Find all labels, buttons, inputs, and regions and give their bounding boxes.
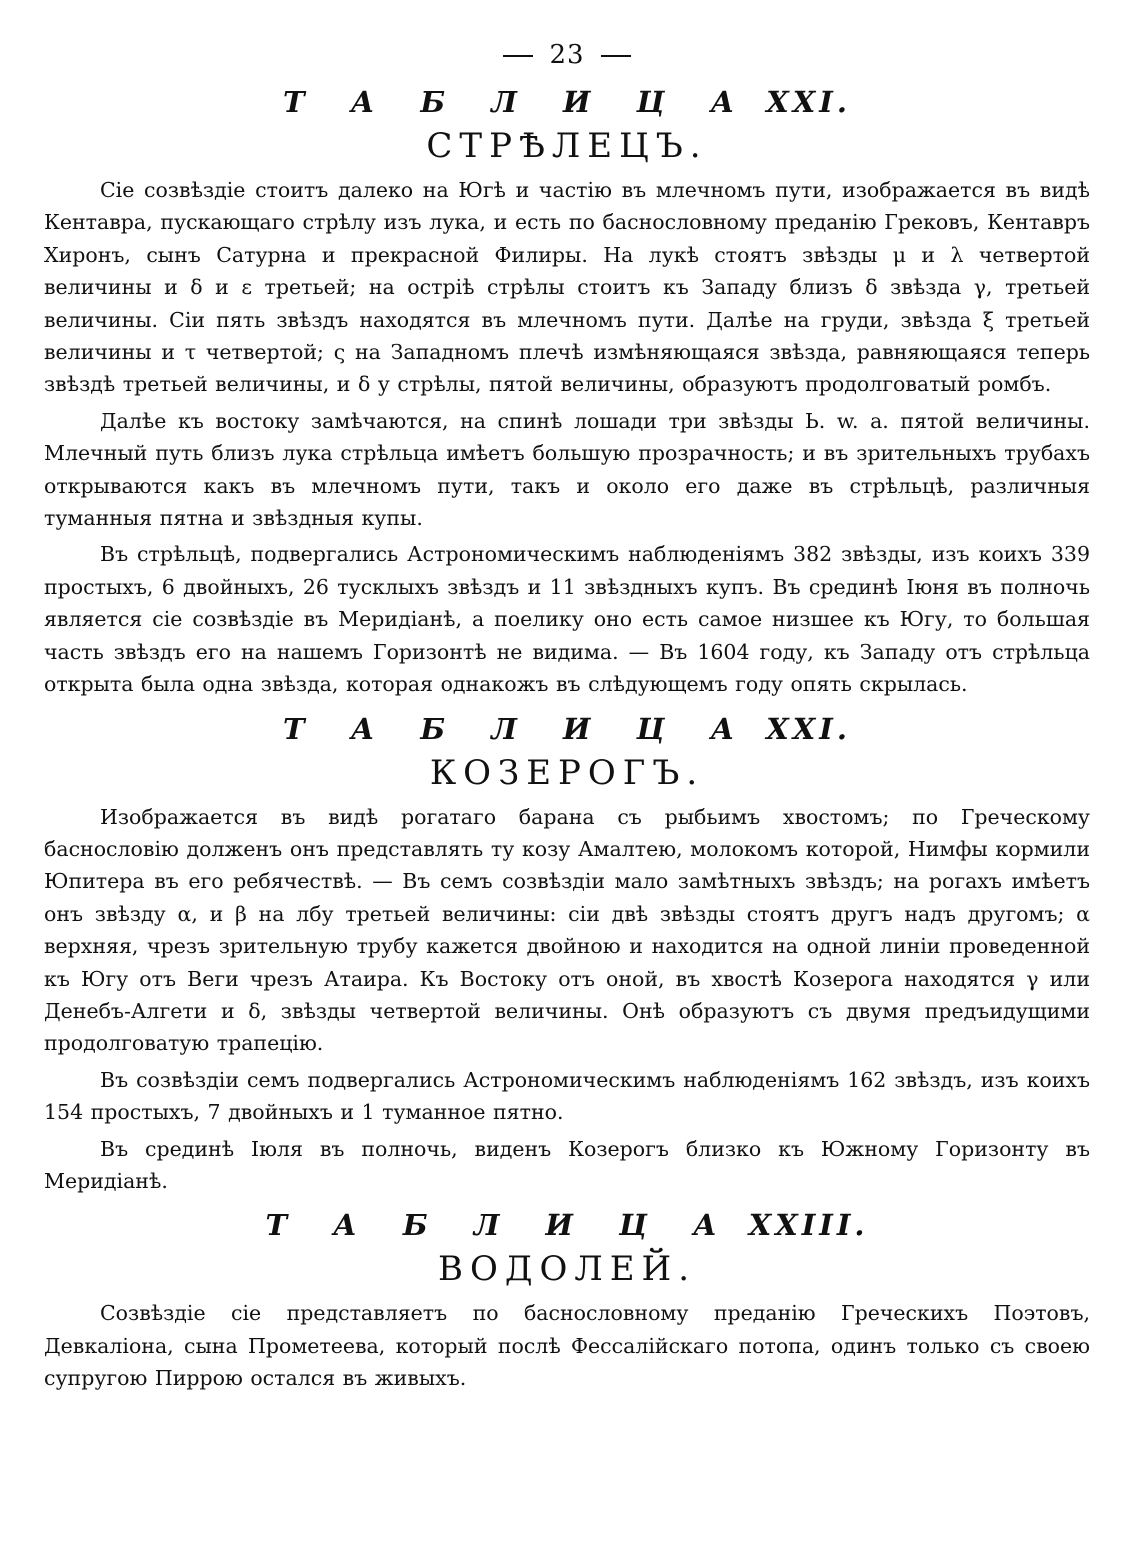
table-heading: [44, 1205, 1090, 1245]
table-heading: [44, 709, 1090, 749]
paragraph: Въ срединѣ Іюля въ полночь, виденъ Козерогъ близко къ Южному Горизонту въ Меридіанѣ.: [44, 1136, 1090, 1193]
section-title: КОЗЕРОГЪ.: [429, 752, 705, 793]
table-heading-number: XXI.: [766, 711, 851, 746]
section-title: СТРѢЛЕЦЪ.: [426, 126, 708, 166]
page-number: 23: [549, 40, 585, 70]
table-heading-number: XXI.: [766, 85, 851, 119]
section-vodoley: [44, 1205, 1090, 1394]
section-streletz: [44, 82, 1090, 701]
page-number-dash-left: [503, 55, 533, 57]
section-title: ВОДОЛЕЙ.: [437, 1249, 697, 1290]
paragraph: Далѣе къ востоку замѣчаются, на спинѣ лошади три звѣзды Ь. w. a. пятой величины. Млечный путь близъ лука стрѣльца имѣетъ большую прозрачность; и въ зрительныхъ трубахъ открываются какъ въ млечномъ пути, такъ и около его даже въ стрѣльцѣ, различныя туманныя пятна и звѣздныя купы.: [44, 408, 1090, 531]
paragraph: Въ стрѣльцѣ, подвергались Астрономическимъ наблюденіямъ 382 звѣзды, изъ коихъ 339 простыхъ, 6 двойныхъ, 26 тусклыхъ звѣздъ и 11 звѣздныхъ купъ. Въ срединѣ Іюня въ полночь является сіе созвѣздіе въ Меридіанѣ, а поелику оно есть самое низшее къ Югу, то большая часть звѣздъ его на нашемъ Горизонтѣ не видима. — Въ 1604 году, къ Западу отъ стрѣльца открыта была одна звѣзда, которая однакожъ въ слѣдующемъ году опять скрылась.: [44, 542, 1090, 697]
document-page: [44, 38, 1090, 1399]
table-heading-word: Т А Б Л И Ц А: [283, 711, 753, 746]
table-heading: [44, 82, 1090, 122]
page-number-line: [44, 38, 1090, 74]
paragraph: Сіе созвѣздіе стоитъ далеко на Югѣ и частію въ млечномъ пути, изображается въ видѣ Кентавра, пускающаго стрѣлу изъ лука, и есть по баснословному преданію Грековъ, Кентавръ Хиронъ, сынъ Сатурна и прекрасной Филиры. На лукѣ стоятъ звѣзды μ и λ четвертой величины и δ и ε третьей; на острiѣ стрѣлы стоитъ къ Западу близъ δ звѣзда γ, третьей величины. Сіи пять звѣздъ находятся въ млечномъ пути. Далѣе на груди, звѣзда ξ третьей величины и τ четвертой; ς на Западномъ плечѣ измѣняющаяся звѣзда, равняющаяся теперь звѣздѣ третьей величины, и δ у стрѣлы, пятой величины, образуютъ продолговатый ромбъ.: [44, 178, 1090, 397]
table-heading-number: XXIII.: [748, 1208, 869, 1243]
paragraph: Созвѣздіе сіе представляетъ по баснословному преданію Греческихъ Поэтовъ, Девкаліона, сына Прометеева, который послѣ Фессалійскаго потопа, одинъ только съ своею супругою Пиррою остался въ живыхъ.: [44, 1301, 1090, 1391]
table-heading-word: Т А Б Л И Ц А: [265, 1208, 735, 1243]
page-number-dash-right: [601, 55, 631, 57]
section-kozerog: [44, 709, 1090, 1198]
table-heading-word: Т А Б Л И Ц А: [283, 85, 753, 119]
paragraph: Въ созвѣздіи семъ подвергались Астрономическимъ наблюденіямъ 162 звѣздъ, изъ коихъ 154 простыхъ, 7 двойныхъ и 1 туманное пятно.: [44, 1067, 1090, 1125]
paragraph: Изображается въ видѣ рогатаго барана съ рыбьимъ хвостомъ; по Греческому баснословію долженъ онъ представлять ту козу Амалтею, молокомъ которой, Нимфы кормили Юпитера въ его ребячествѣ. — Въ семъ созвѣздіи мало замѣтныхъ звѣздъ; на рогахъ имѣетъ онъ звѣзду α, и β на лбу третьей величины: сіи двѣ звѣзды стоятъ другъ надъ другомъ; α верхняя, чрезъ зрительную трубу кажется двойною и находится на одной линіи проведенной къ Югу отъ Веги чрезъ Атаира. Къ Востоку отъ оной, въ хвостѣ Козерога находятся γ или Денебъ-Алгети и δ, звѣзды четвертой величины. Онѣ образуютъ съ двумя предъидущими продолговатую трапецію.: [44, 804, 1090, 1056]
